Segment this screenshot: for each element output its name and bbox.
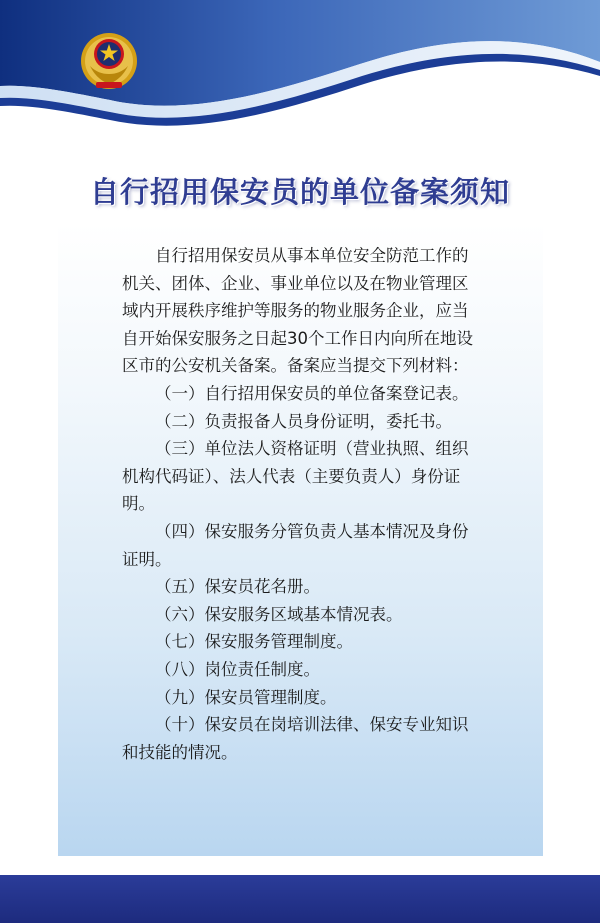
list-item: （七）保安服务管理制度。 xyxy=(155,632,353,652)
page-title: 自行招用保安员的单位备案须知 xyxy=(89,175,510,209)
list-item: （六）保安服务区域基本情况表。 xyxy=(155,604,403,624)
police-emblem-icon xyxy=(78,30,140,94)
list-item: （十）保安员在岗培训法律、保安专业知识和技能的情况。 xyxy=(122,715,469,762)
list-item: （八）岗位责任制度。 xyxy=(155,659,320,679)
footer-bar xyxy=(0,875,600,923)
list-item: （一）自行招用保安员的单位备案登记表。 xyxy=(155,383,469,403)
intro-paragraph: 自行招用保安员从事本单位安全防范工作的机关、团体、企业、事业单位以及在物业管理区域内开展秩序维护等服务的物业服务企业，应当自开始保安服务之日起30个工作日内向所在地设区市的公安机关备案。备案应当提交下列材料： xyxy=(122,246,473,376)
list-item: （五）保安员花名册。 xyxy=(155,577,320,597)
list-item: （二）负责报备人员身份证明，委托书。 xyxy=(155,411,452,431)
list-item: （三）单位法人资格证明（营业执照、组织机构代码证）、法人代表（主要负责人）身份证明。 xyxy=(122,439,469,514)
notice-body xyxy=(122,242,482,766)
list-item: （九）保安员管理制度。 xyxy=(155,687,337,707)
list-item: （四）保安服务分管负责人基本情况及身份证明。 xyxy=(122,521,469,569)
